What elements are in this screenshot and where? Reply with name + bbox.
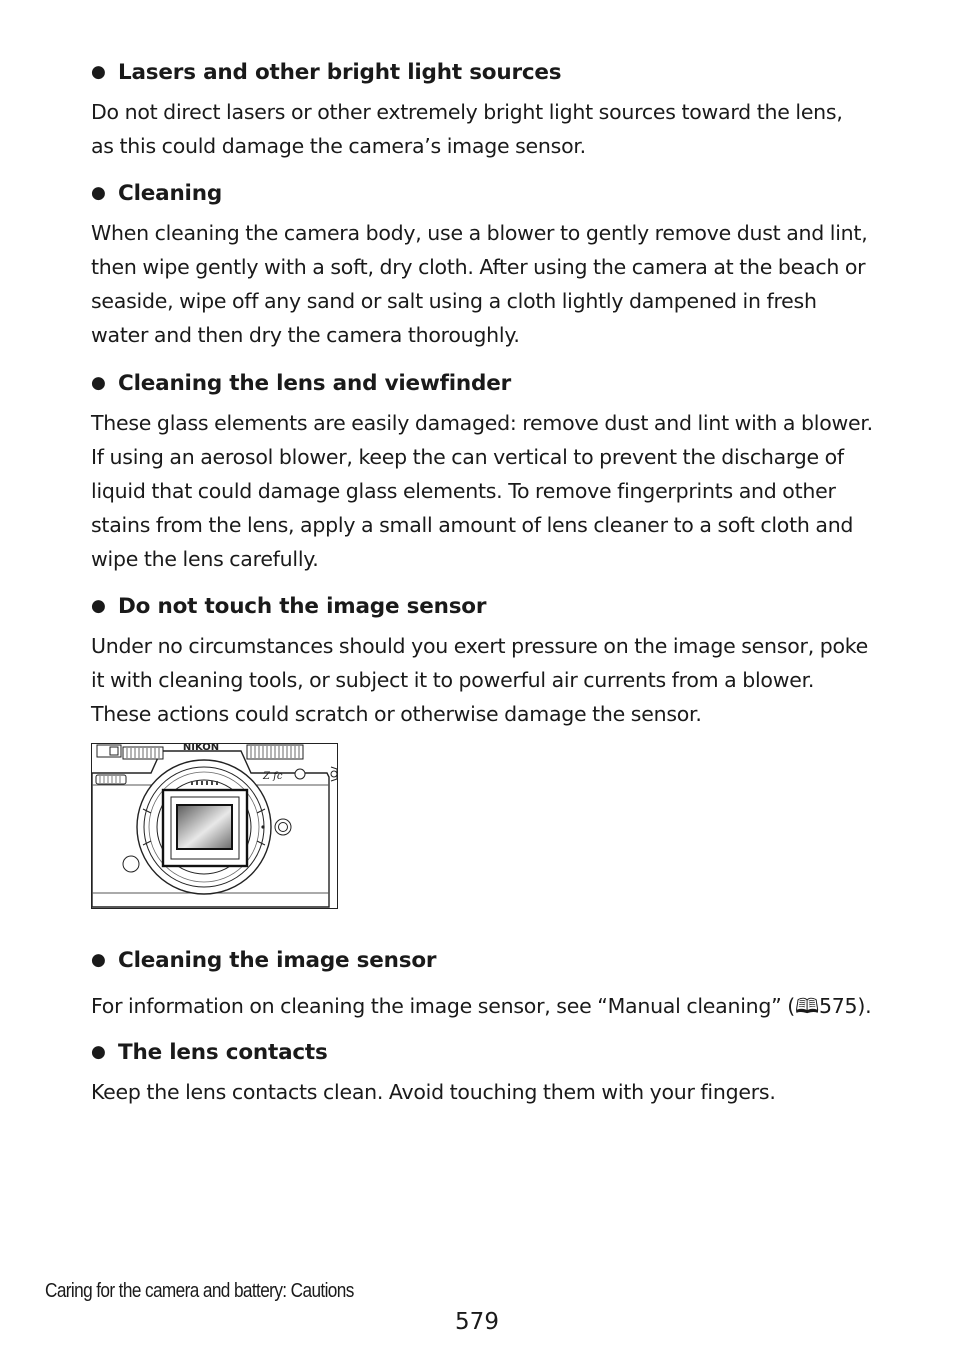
paragraph-line: These glass elements are easily damaged: remove dust and lint with a blower. xyxy=(91,411,873,435)
section-paragraph xyxy=(91,989,871,1023)
paragraph-line: water and then dry the camera thoroughly. xyxy=(91,323,520,347)
section-paragraph xyxy=(91,629,871,731)
section-paragraph xyxy=(91,406,871,576)
bullet-icon: ● xyxy=(91,1042,106,1062)
section-paragraph xyxy=(91,95,871,163)
paragraph-line: stains from the lens, apply a small amount of lens cleaner to a soft cloth and xyxy=(91,513,854,537)
bullet-icon: ● xyxy=(91,596,106,616)
camera-front-illustration xyxy=(91,743,338,909)
paragraph-line: wipe the lens carefully. xyxy=(91,547,319,571)
heading-text: Cleaning xyxy=(118,181,223,206)
paragraph-line: seaside, wipe off any sand or salt using a cloth lightly dampened in fresh xyxy=(91,289,817,313)
section-image-sensor-touch xyxy=(91,592,871,731)
paragraph-line: as this could damage the camera’s image sensor. xyxy=(91,134,586,158)
bullet-icon: ● xyxy=(91,62,106,82)
paragraph-line: When cleaning the camera body, use a blower to gently remove dust and lint, xyxy=(91,221,868,245)
paragraph-line: then wipe gently with a soft, dry cloth. After using the camera at the beach or xyxy=(91,255,866,279)
heading-text: Do not touch the image sensor xyxy=(118,594,487,619)
heading-text: Cleaning the image sensor xyxy=(118,948,437,973)
section-heading xyxy=(91,1038,871,1069)
camera-sensor-illustration xyxy=(91,743,338,909)
heading-text: The lens contacts xyxy=(118,1040,328,1065)
section-lens-contacts xyxy=(91,1038,871,1109)
heading-text: Cleaning the lens and viewfinder xyxy=(118,371,512,396)
paragraph-line: These actions could scratch or otherwise damage the sensor. xyxy=(91,702,702,726)
bullet-icon: ● xyxy=(91,183,106,203)
section-paragraph xyxy=(91,1075,871,1109)
paragraph-line: For information on cleaning the image sensor, see “Manual cleaning” (🕮575). xyxy=(91,994,872,1018)
section-heading xyxy=(91,179,871,210)
page-number: 579 xyxy=(455,1309,499,1335)
image-sensor xyxy=(177,805,232,849)
section-heading xyxy=(91,369,871,400)
paragraph-line: Keep the lens contacts clean. Avoid touching them with your fingers. xyxy=(91,1080,776,1104)
section-lasers xyxy=(91,58,871,163)
section-heading xyxy=(91,58,871,89)
paragraph-line: it with cleaning tools, or subject it to powerful air currents from a blower. xyxy=(91,668,815,692)
paragraph-line: liquid that could damage glass elements. To remove fingerprints and other xyxy=(91,479,836,503)
brand-logo: NIKON xyxy=(182,743,220,753)
section-paragraph xyxy=(91,216,871,352)
footer-chapter-title: Caring for the camera and battery: Cautions xyxy=(45,1280,354,1302)
bullet-icon: ● xyxy=(91,950,106,970)
section-heading xyxy=(91,946,871,977)
paragraph-line: Do not direct lasers or other extremely bright light sources toward the lens, xyxy=(91,100,843,124)
bullet-icon: ● xyxy=(91,373,106,393)
model-mark: Z fc xyxy=(263,771,283,782)
section-lens-viewfinder xyxy=(91,369,871,576)
section-cleaning-image-sensor xyxy=(91,946,871,1023)
section-heading xyxy=(91,592,871,623)
paragraph-line: Under no circumstances should you exert pressure on the image sensor, poke xyxy=(91,634,869,658)
heading-text: Lasers and other bright light sources xyxy=(118,60,562,85)
section-cleaning xyxy=(91,179,871,352)
paragraph-line: If using an aerosol blower, keep the can vertical to prevent the discharge of xyxy=(91,445,844,469)
